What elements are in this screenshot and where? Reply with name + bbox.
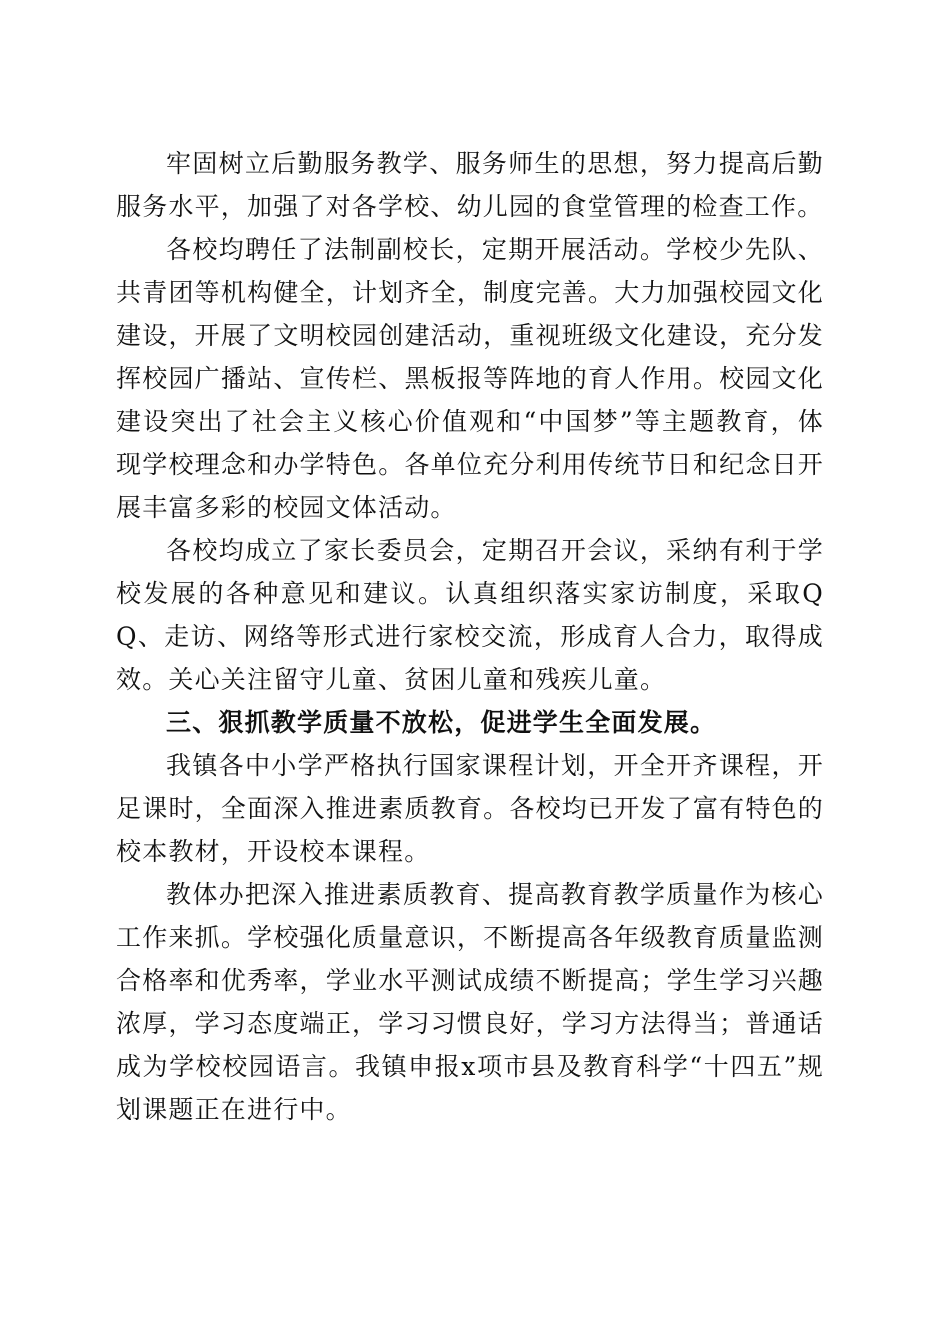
paragraph-campus-culture: 各校均聘任了法制副校长，定期开展活动。学校少先队、共青团等机构健全，计划齐全，制度完善。大力加强校园文化建设，开展了文明校园创建活动，重视班级文化建设，充分发挥校园广播站、宣传栏、黑板报等阵地的育人作用。校园文化建设突出了社会主义核心价值观和“中国梦”等主题教育，体现学校理念和办学特色。各单位充分利用传统节日和纪念日开展丰富多彩的校园文体活动。 — [116, 235, 824, 522]
paragraph-teaching-quality: 教体办把深入推进素质教育、提高教育教学质量作为核心工作来抓。学校强化质量意识，不断提高各年级教育质量监测合格率和优秀率，学业水平测试成绩不断提高；学生学习兴趣浓厚，学习态度端正，学习习惯良好，学习方法得当；普通话成为学校校园语言。我镇申报x项市县及教育科学“十四五”规划课题正在进行中。 — [116, 880, 824, 1124]
document-body — [116, 142, 824, 1131]
paragraph-curriculum: 我镇各中小学严格执行国家课程计划，开全开齐课程，开足课时，全面深入推进素质教育。各校均已开发了富有特色的校本教材，开设校本课程。 — [116, 751, 824, 866]
paragraph-parent-committee: 各校均成立了家长委员会，定期召开会议，采纳有利于学校发展的各种意见和建议。认真组织落实家访制度，采取QQ、走访、网络等形式进行家校交流，形成育人合力，取得成效。关心关注留守儿童、贫困儿童和残疾儿童。 — [116, 536, 824, 694]
section-heading: 三、狠抓教学质量不放松，促进学生全面发展。 — [166, 708, 717, 737]
paragraph-logistics: 牢固树立后勤服务教学、服务师生的思想，努力提高后勤服务水平，加强了对各学校、幼儿园的食堂管理的检查工作。 — [116, 149, 824, 221]
